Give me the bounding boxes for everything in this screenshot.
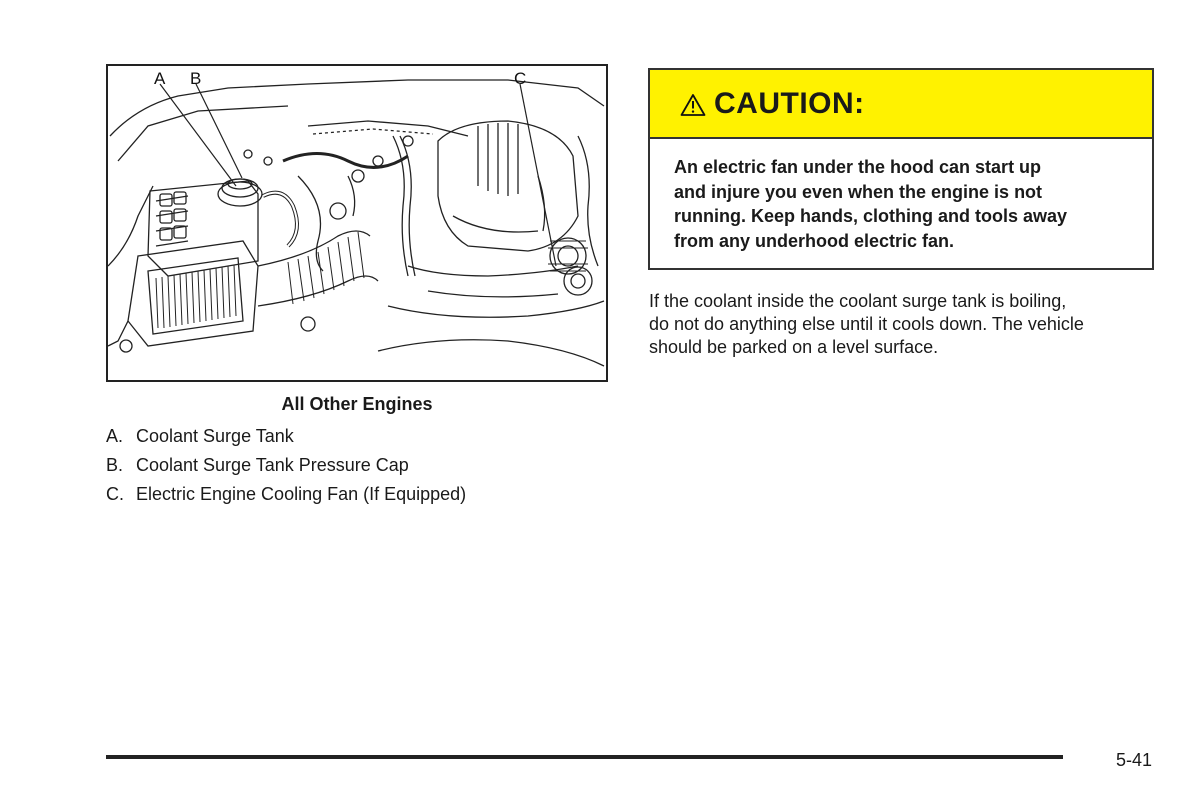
legend-text: Coolant Surge Tank Pressure Cap	[136, 455, 409, 475]
figure-legend	[106, 425, 466, 512]
legend-item	[106, 483, 466, 512]
caution-line: running. Keep hands, clothing and tools away	[674, 206, 1068, 226]
legend-text: Coolant Surge Tank	[136, 426, 294, 446]
caution-title: CAUTION:	[714, 86, 865, 120]
legend-item	[106, 425, 466, 454]
legend-key: A.	[106, 426, 124, 446]
body-line: do not do anything else until it cools down. The vehicle	[649, 314, 1084, 334]
legend-text: Electric Engine Cooling Fan (If Equipped)	[136, 484, 467, 504]
footer-rule	[106, 755, 1063, 759]
figure-caption: All Other Engines	[281, 394, 433, 414]
warning-triangle-icon	[680, 93, 706, 117]
body-line: If the coolant inside the coolant surge tank is boiling,	[649, 291, 1067, 311]
engine-compartment-illustration	[106, 64, 608, 382]
caution-line: from any underhood electric fan.	[674, 230, 955, 251]
callout-label-c: C	[514, 69, 527, 88]
caution-line: An electric fan under the hood can start up	[674, 157, 1042, 177]
callout-label-a: A	[154, 69, 166, 88]
callout-label-b: B	[190, 69, 202, 88]
page-number: 5-41	[1116, 750, 1153, 770]
legend-key: C.	[106, 484, 124, 504]
caution-header	[650, 70, 1152, 139]
body-paragraph	[649, 290, 1159, 359]
legend-key: B.	[106, 455, 124, 475]
caution-line: and injure you even when the engine is not	[674, 181, 1043, 202]
legend-item	[106, 454, 466, 483]
caution-box	[648, 68, 1154, 270]
caution-text	[650, 139, 1152, 253]
engine-line-drawing	[108, 66, 606, 380]
body-line: should be parked on a level surface.	[649, 337, 939, 357]
